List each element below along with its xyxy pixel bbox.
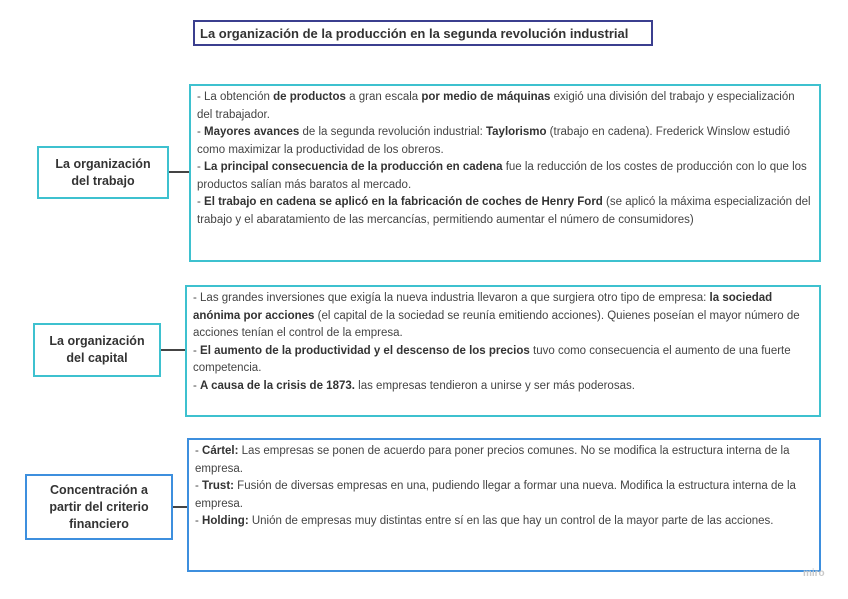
bullet-item: - El trabajo en cadena se aplicó en la fabricación de coches de Henry Ford (se aplicó la máxima especialización del trabajo y el abaratamiento de las mercancías, permitiendo aumentar el número de consumidores) <box>197 196 811 226</box>
bullet-item: - Mayores avances de la segunda revolución industrial: Taylorismo (trabajo en cadena). Frederick Winslow estudió como maximizar la productividad de los obreros. <box>197 126 791 156</box>
content-box-financiero <box>187 438 821 572</box>
bullet-item: - Cártel: Las empresas se ponen de acuerdo para poner precios comunes. No se modifica la estructura interna de la empresa. <box>195 445 790 475</box>
label-line: del capital <box>66 351 128 365</box>
label-concentracion-financiero <box>25 474 173 540</box>
bullet-item: - Holding: Unión de empresas muy distintas entre sí en las que hay un control de la mayor parte de las acciones. <box>195 515 774 527</box>
label-line: del trabajo <box>71 173 135 188</box>
bullet-item: - La principal consecuencia de la producción en cadena fue la reducción de los costes de producción con lo que los productos salían más baratos al mercado. <box>197 161 807 191</box>
bullet-item: - A causa de la crisis de 1873. las empresas tendieron a unirse y ser más poderosas. <box>193 379 635 392</box>
label-organizacion-trabajo <box>37 146 169 199</box>
label-line: Concentración a <box>50 482 148 497</box>
bullet-item: - Las grandes inversiones que exigía la nueva industria llevaron a que surgiera otro tipo de empresa: la sociedad anónima por acciones (el capital de la sociedad se reunía emitiendo acciones). Quienes poseían el mayor número de acciones tenían el control de la empresa. <box>193 292 800 339</box>
connector-line <box>173 506 187 508</box>
bullet-item: - Trust: Fusión de diversas empresas en una, pudiendo llegar a formar una nueva. Modifica la estructura interna de la empresa. <box>195 480 796 510</box>
content-box-capital <box>185 285 821 417</box>
label-line: partir del criterio <box>49 499 149 514</box>
diagram-title: La organización de la producción en la segunda revolución industrial <box>193 20 653 46</box>
label-line: La organización <box>49 334 145 348</box>
label-line: financiero <box>69 516 129 531</box>
miro-watermark: miro <box>803 568 825 579</box>
connector-line <box>169 171 189 173</box>
label-line: La organización <box>55 156 151 171</box>
connector-line <box>161 349 185 351</box>
content-box-trabajo <box>189 84 821 262</box>
bullet-item: - La obtención de productos a gran escala por medio de máquinas exigió una división del trabajo y especialización del trabajador. <box>197 91 795 121</box>
bullet-item: - El aumento de la productividad y el descenso de los precios tuvo como consecuencia el aumento de una fuerte competencia. <box>193 344 791 374</box>
label-organizacion-capital <box>33 323 161 377</box>
